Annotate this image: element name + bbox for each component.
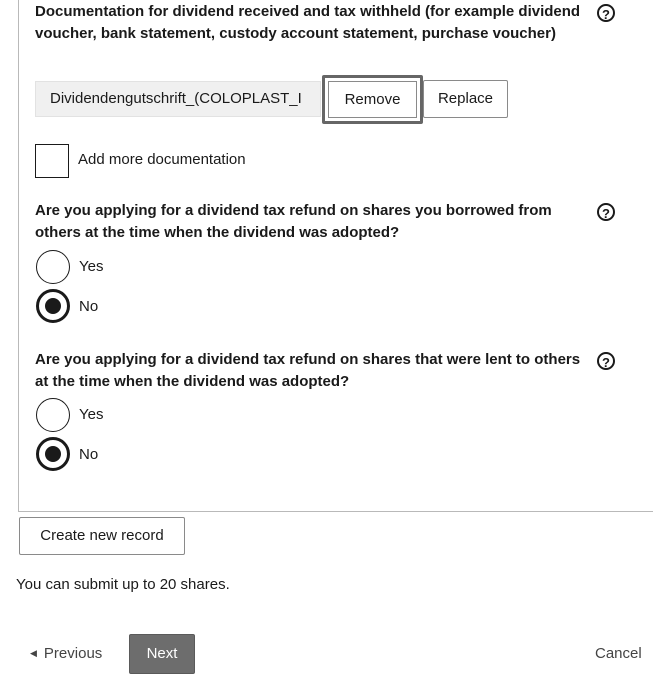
add-more-documentation-label: Add more documentation (78, 151, 246, 168)
add-more-documentation-checkbox[interactable] (35, 144, 69, 178)
borrowed-no-radio[interactable] (36, 289, 70, 323)
next-button[interactable]: Next (129, 634, 195, 674)
lent-help-icon[interactable]: ? (597, 352, 615, 370)
cancel-link[interactable]: Cancel (595, 645, 642, 662)
create-new-record-button[interactable]: Create new record (19, 517, 185, 555)
lent-question-label: Are you applying for a dividend tax refund on shares that were lent to others at the time when the dividend was adopted? (35, 351, 581, 390)
borrowed-help-icon[interactable]: ? (597, 203, 615, 221)
remove-file-button[interactable]: Remove (322, 75, 423, 124)
lent-no-label: No (79, 446, 99, 463)
borrowed-yes-label: Yes (79, 258, 104, 275)
lent-yes-radio[interactable] (36, 398, 70, 432)
borrowed-yes-radio[interactable] (36, 250, 70, 284)
submission-limit-note: You can submit up to 20 shares. (16, 576, 230, 593)
triangle-left-icon: ◀ (30, 648, 37, 658)
previous-label: Previous (43, 645, 103, 662)
replace-file-button[interactable]: Replace (423, 80, 508, 118)
documentation-help-icon[interactable]: ? (597, 4, 615, 22)
documentation-label: Documentation for dividend received and tax withheld (for example dividend voucher, bank statement, custody account statement, purchase voucher) (35, 3, 581, 42)
lent-no-radio[interactable] (36, 437, 70, 471)
previous-link[interactable] (30, 645, 102, 662)
borrowed-no-label: No (79, 298, 99, 315)
borrowed-question-label: Are you applying for a dividend tax refund on shares you borrowed from others at the time when the dividend was adopted? (35, 202, 552, 241)
lent-yes-label: Yes (79, 406, 104, 423)
uploaded-file-name: Dividendengutschrift_(COLOPLAST_I (35, 81, 321, 117)
